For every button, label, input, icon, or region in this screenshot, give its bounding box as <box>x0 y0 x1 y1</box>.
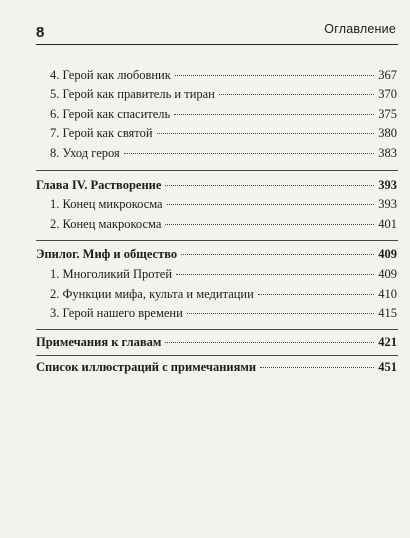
toc-entry-title: 1. Конец микрокосма <box>50 197 163 211</box>
toc-entry-page: 393 <box>378 197 397 211</box>
toc-entry-page: 383 <box>378 146 397 160</box>
toc-entry[interactable] <box>50 68 397 88</box>
toc-entry-page: 409 <box>378 247 397 261</box>
toc-entry-title: 4. Герой как любовник <box>50 68 171 82</box>
header-rule <box>36 44 398 45</box>
toc-entry-page: 370 <box>378 87 397 101</box>
section-divider <box>36 240 398 241</box>
dot-leader <box>258 294 374 295</box>
dot-leader <box>165 342 374 343</box>
toc-entry[interactable] <box>50 107 397 127</box>
dot-leader <box>165 224 374 225</box>
toc-entry-title: 2. Функции мифа, культа и медитации <box>50 287 254 301</box>
dot-leader <box>219 94 374 95</box>
toc-entry-title: Глава IV. Растворение <box>36 178 162 192</box>
page-header <box>0 0 410 48</box>
toc-entry-title: 8. Уход героя <box>50 146 120 160</box>
dot-leader <box>174 114 374 115</box>
dot-leader <box>181 254 374 255</box>
section-divider <box>36 170 398 171</box>
toc-entry[interactable] <box>50 87 397 107</box>
toc-entry-title: 5. Герой как правитель и тиран <box>50 87 215 101</box>
toc-entry-page: 409 <box>378 267 397 281</box>
toc-entry-page: 421 <box>378 335 397 349</box>
toc-entry-page: 415 <box>378 306 397 320</box>
toc-entry-page: 393 <box>378 178 397 192</box>
toc-entry-page: 451 <box>378 360 397 374</box>
toc-entry[interactable] <box>50 287 397 307</box>
toc-entry[interactable] <box>50 146 397 166</box>
dot-leader <box>260 367 374 368</box>
toc-entry[interactable] <box>50 217 397 237</box>
toc-entry-title: Примечания к главам <box>36 335 162 349</box>
dot-leader <box>176 274 374 275</box>
section-divider <box>36 329 398 330</box>
dot-leader <box>157 133 375 134</box>
toc-entry-title: 7. Герой как святой <box>50 126 153 140</box>
running-head: Оглавление <box>324 22 396 36</box>
dot-leader <box>124 153 374 154</box>
toc-entry[interactable] <box>50 267 397 287</box>
dot-leader <box>165 185 374 186</box>
toc-chapter-entry[interactable] <box>36 247 397 267</box>
toc-entry-page: 367 <box>378 68 397 82</box>
toc-entry[interactable] <box>50 306 397 326</box>
toc-chapter-entry[interactable] <box>36 178 397 198</box>
toc-entry-title: 6. Герой как спаситель <box>50 107 171 121</box>
toc-entry-title: Список иллюстраций с примечаниями <box>36 360 257 374</box>
dot-leader <box>175 75 374 76</box>
toc-entry-title: 3. Герой нашего времени <box>50 306 183 320</box>
page-number: 8 <box>36 24 45 41</box>
toc-entry-title: 2. Конец макрокосма <box>50 217 162 231</box>
toc-chapter-entry[interactable] <box>36 335 397 355</box>
section-divider <box>36 355 398 356</box>
toc-entry-page: 401 <box>378 217 397 231</box>
dot-leader <box>187 313 374 314</box>
toc-entry[interactable] <box>50 126 397 146</box>
toc-entry-page: 380 <box>378 126 397 140</box>
toc-entry[interactable] <box>50 197 397 217</box>
toc-entry-page: 375 <box>378 107 397 121</box>
toc-entry-title: 1. Многоликий Протей <box>50 267 173 281</box>
toc-entry-page: 410 <box>378 287 397 301</box>
toc-entry-title: Эпилог. Миф и общество <box>36 247 178 261</box>
toc-chapter-entry[interactable] <box>36 360 397 380</box>
dot-leader <box>167 204 375 205</box>
